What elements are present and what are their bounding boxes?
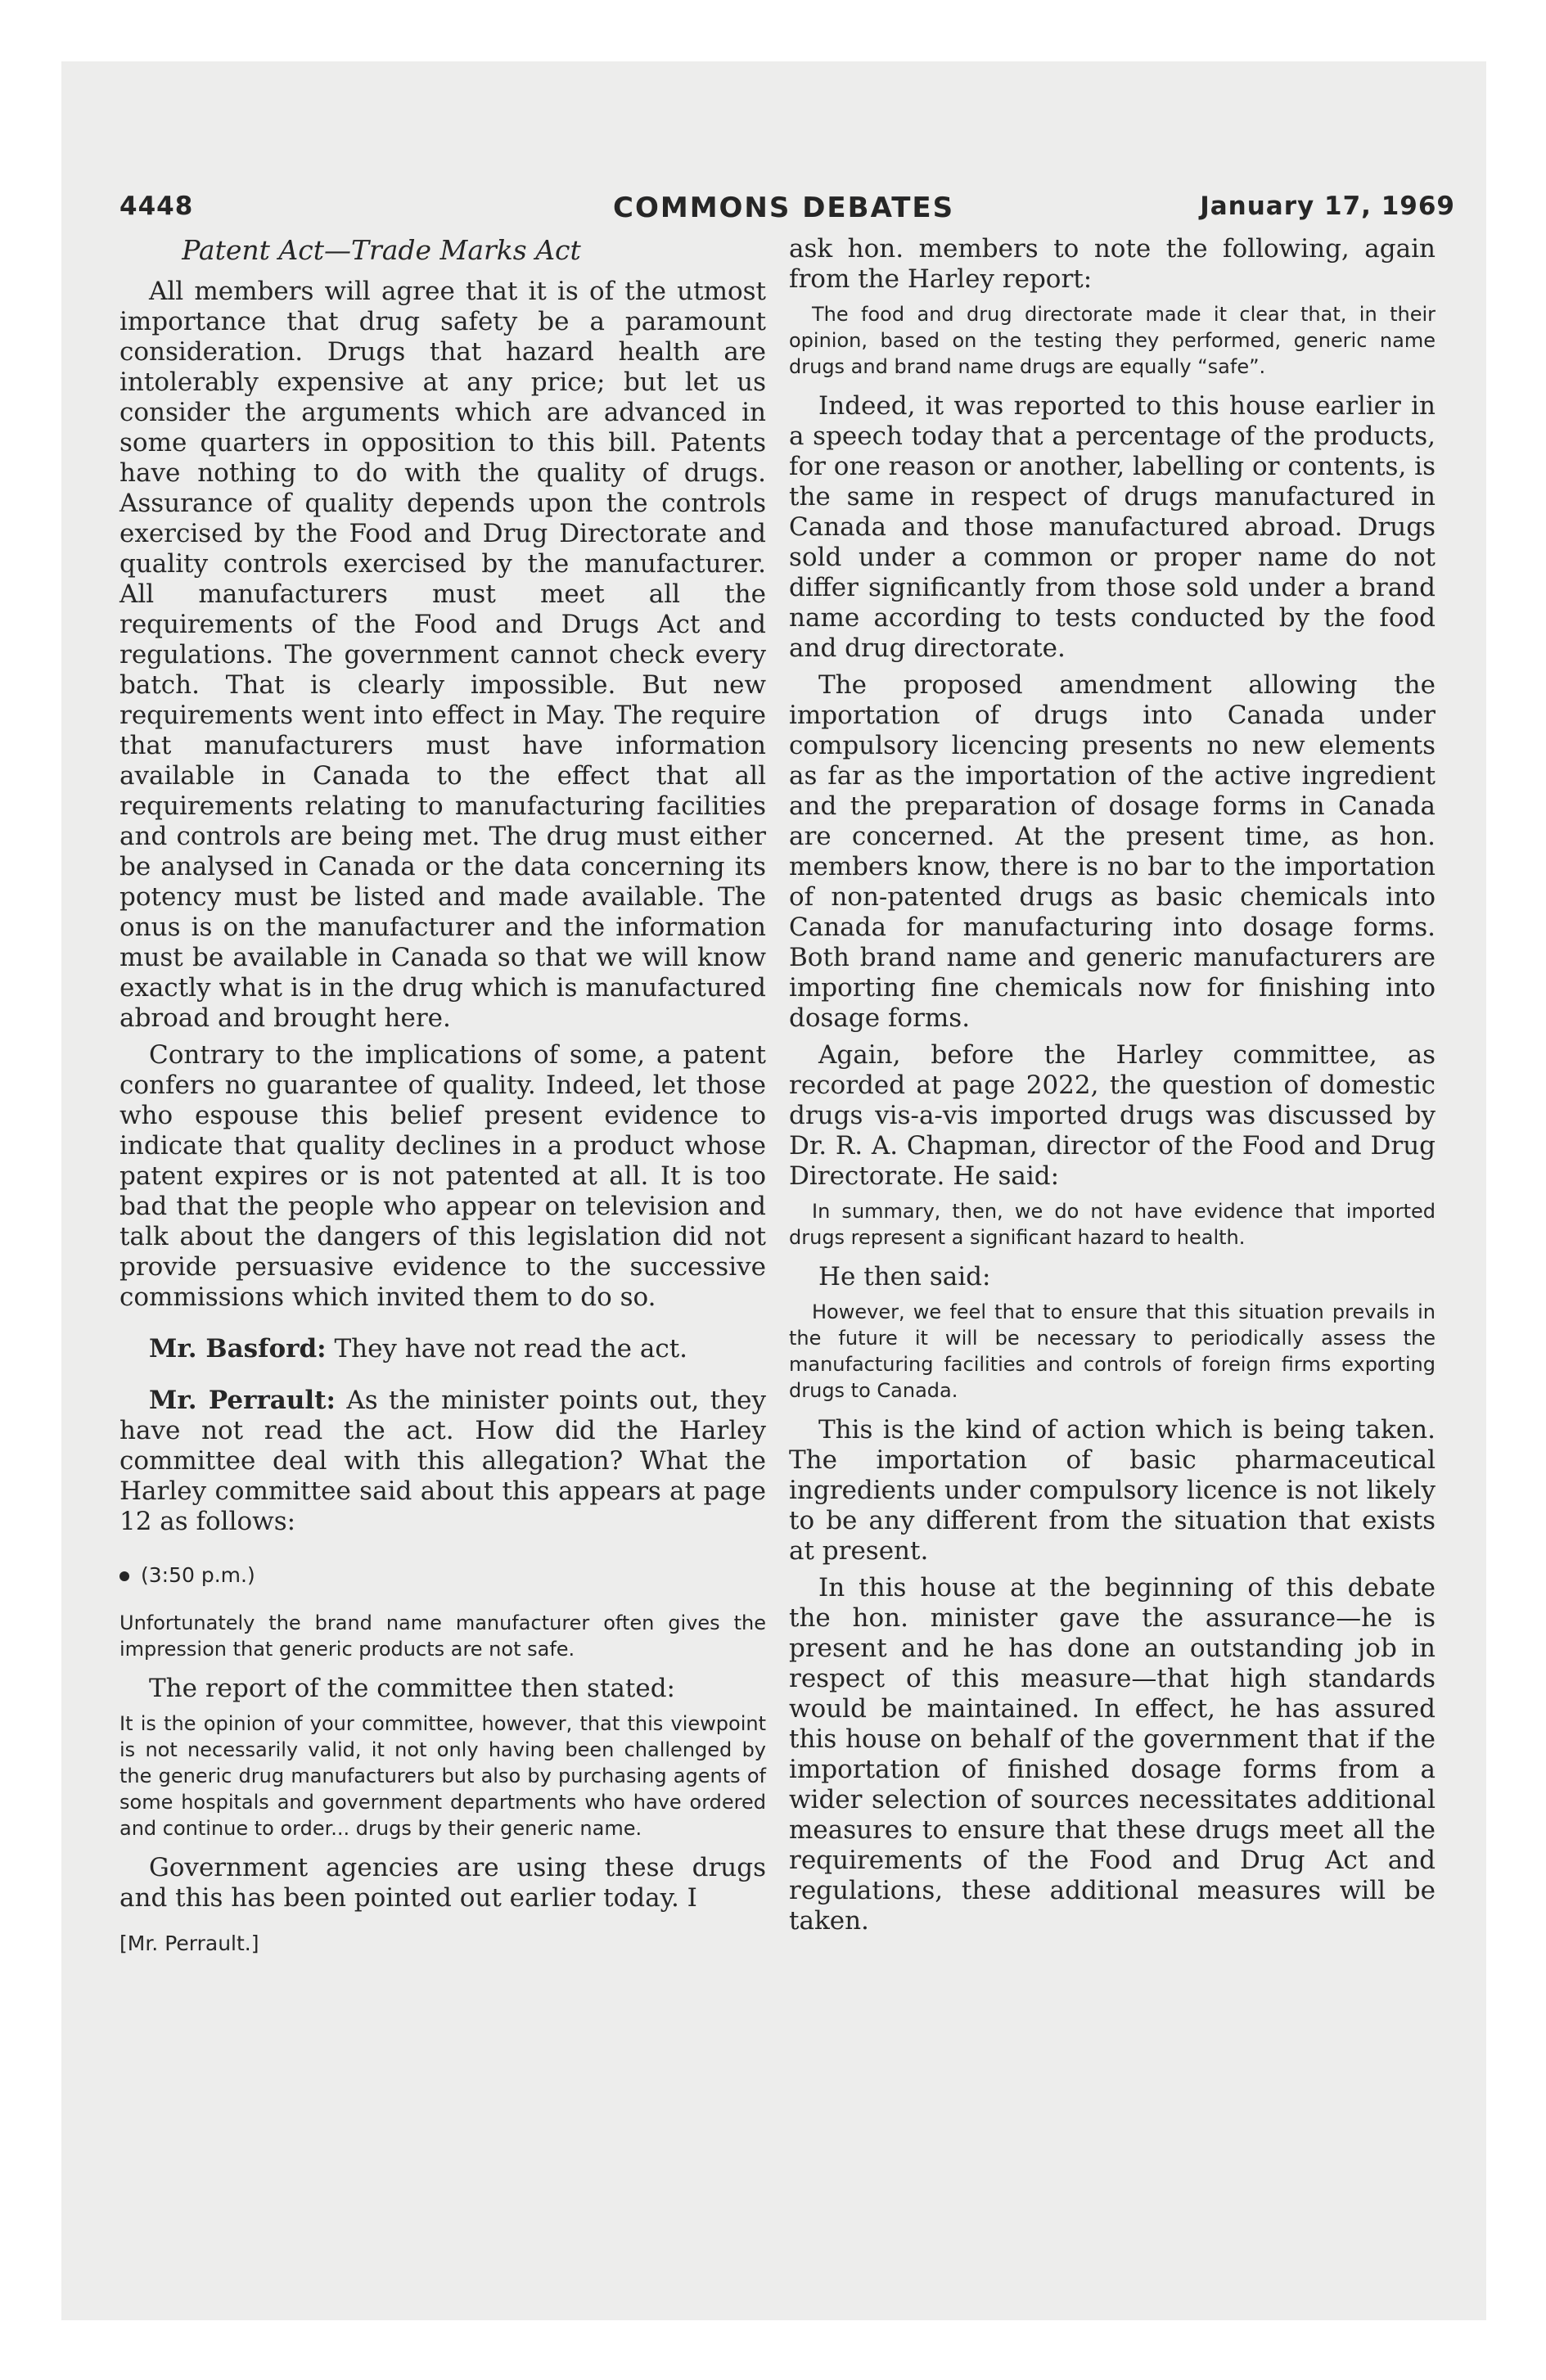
speech-perrault (119, 1386, 766, 1537)
paragraph: In this house at the beginning of this debate the hon. minister gave the assurance—he is present and he has done an outstanding job in respect of this measure—that high standards would be maintained. In effect, he has assured this house on behalf of the government that if the importation of finished dosage forms from a wider selection of sources necessitates additional measures to ensure that these drugs meet all the requirements of the Food and Drug Act and regulations, these additional measures will be taken. (789, 1573, 1436, 1936)
speech-text: As the minister points out, they have not read the act. How did the Harley committee deal with this allegation? What the Harley committee said about this appears at page 12 as follows: (119, 1386, 766, 1536)
paragraph: This is the kind of action which is being taken. The importation of basic pharmaceutical ingredients under compulsory licence is not likely to be any different from the situation that exists at present. (789, 1415, 1436, 1566)
speaker-name: Mr. Basford: (149, 1334, 327, 1364)
paragraph: Indeed, it was reported to this house earlier in a speech today that a percentage of the products, for one reason or another, labelling or contents, is the same in respect of drugs manufactured in Canada and those manufactured abroad. Drugs sold under a common or proper name do not differ significantly from those sold under a brand name according to tests conducted by the food and drug directorate. (789, 391, 1436, 663)
time-marker (119, 1563, 766, 1587)
page-header (119, 192, 1457, 229)
page-number: 4448 (119, 192, 194, 221)
speech-basford (119, 1334, 766, 1364)
paragraph: The report of the committee then stated: (149, 1674, 675, 1703)
paragraph: He then said: (818, 1262, 991, 1291)
speech-text: They have not read the act. (326, 1334, 688, 1364)
right-column (789, 234, 1436, 1936)
paragraph: All members will agree that it is of the utmost importance that drug safety be a paramount consideration. Drugs that hazard health are intolerably expensive at any price; but let us consider the arguments which are advanced in some quarters in opposition to this bill. Patents have nothing to do with the quality of drugs. Assurance of quality depends upon the controls exercised by the Food and Drug Directorate and quality controls exercised by the manufacturer. All manufacturers must meet all the requirements of the Food and Drugs Act and regulations. The government cannot check every batch. That is clearly impossible. But new requirements went into effect in May. The require that manufacturers must have information available in Canada to the effect that all requirements relating to manufacturing facilities and controls are being met. The drug must either be analysed in Canada or the data concerning its potency must be listed and made available. The onus is on the manufacturer and the information must be available in Canada so that we will know exactly what is in the drug which is manufactured abroad and brought here. (119, 277, 766, 1033)
time-text: (3:50 p.m.) (141, 1563, 255, 1587)
block-quote: It is the opinion of your committee, however, that this viewpoint is not necessarily valid, it not only having been challenged by the generic drug manufacturers but also by purchasing agents of some hospitals and government departments who have ordered and continue to order... drugs by their generic name. (119, 1712, 766, 1840)
hansard-page (119, 192, 1457, 2188)
block-quote: In summary, then, we do not have evidence that imported drugs represent a significant hazard to health. (789, 1200, 1436, 1249)
journal-title: COMMONS DEBATES (613, 192, 955, 224)
speaker-attribution: [Mr. Perrault.] (119, 1931, 259, 1955)
paragraph: Government agencies are using these drugs and this has been pointed out earlier today. I (119, 1853, 766, 1913)
running-head: Patent Act—Trade Marks Act (182, 234, 581, 266)
bullet-icon (119, 1571, 129, 1581)
block-quote: The food and drug directorate made it clear that, in their opinion, based on the testing they performed, generic name drugs and brand name drugs are equally “safe”. (789, 303, 1436, 378)
paragraph: Again, before the Harley committee, as recorded at page 2022, the question of domestic drugs vis-a-vis imported drugs was discussed by Dr. R. A. Chapman, director of the Food and Drug Directorate. He said: (789, 1040, 1436, 1191)
speaker-name: Mr. Perrault: (149, 1386, 336, 1415)
sitting-date: January 17, 1969 (1200, 192, 1455, 221)
left-column (119, 234, 766, 1955)
block-quote: However, we feel that to ensure that this situation prevails in the future it will be necessary to periodically assess the manufacturing facilities and controls of foreign firms exporting drugs to Canada. (789, 1300, 1436, 1402)
paragraph: The proposed amendment allowing the importation of drugs into Canada under compulsory licencing presents no new elements as far as the importation of the active ingredient and the preparation of dosage forms in Canada are concerned. At the present time, as hon. members know, there is no bar to the importation of non-patented drugs as basic chemicals into Canada for manufacturing into dosage forms. Both brand name and generic manufacturers are importing fine chemicals now for finishing into dosage forms. (789, 670, 1436, 1033)
paragraph: Contrary to the implications of some, a patent confers no guarantee of quality. Indeed, let those who espouse this belief present evidence to indicate that quality declines in a product whose patent expires or is not patented at all. It is too bad that the people who appear on television and talk about the dangers of this legislation did not provide persuasive evidence to the successive commissions which invited them to do so. (119, 1040, 766, 1312)
paragraph: ask hon. members to note the following, again from the Harley report: (789, 234, 1436, 294)
block-quote: Unfortunately the brand name manufacturer often gives the impression that generic products are not safe. (119, 1611, 766, 1661)
